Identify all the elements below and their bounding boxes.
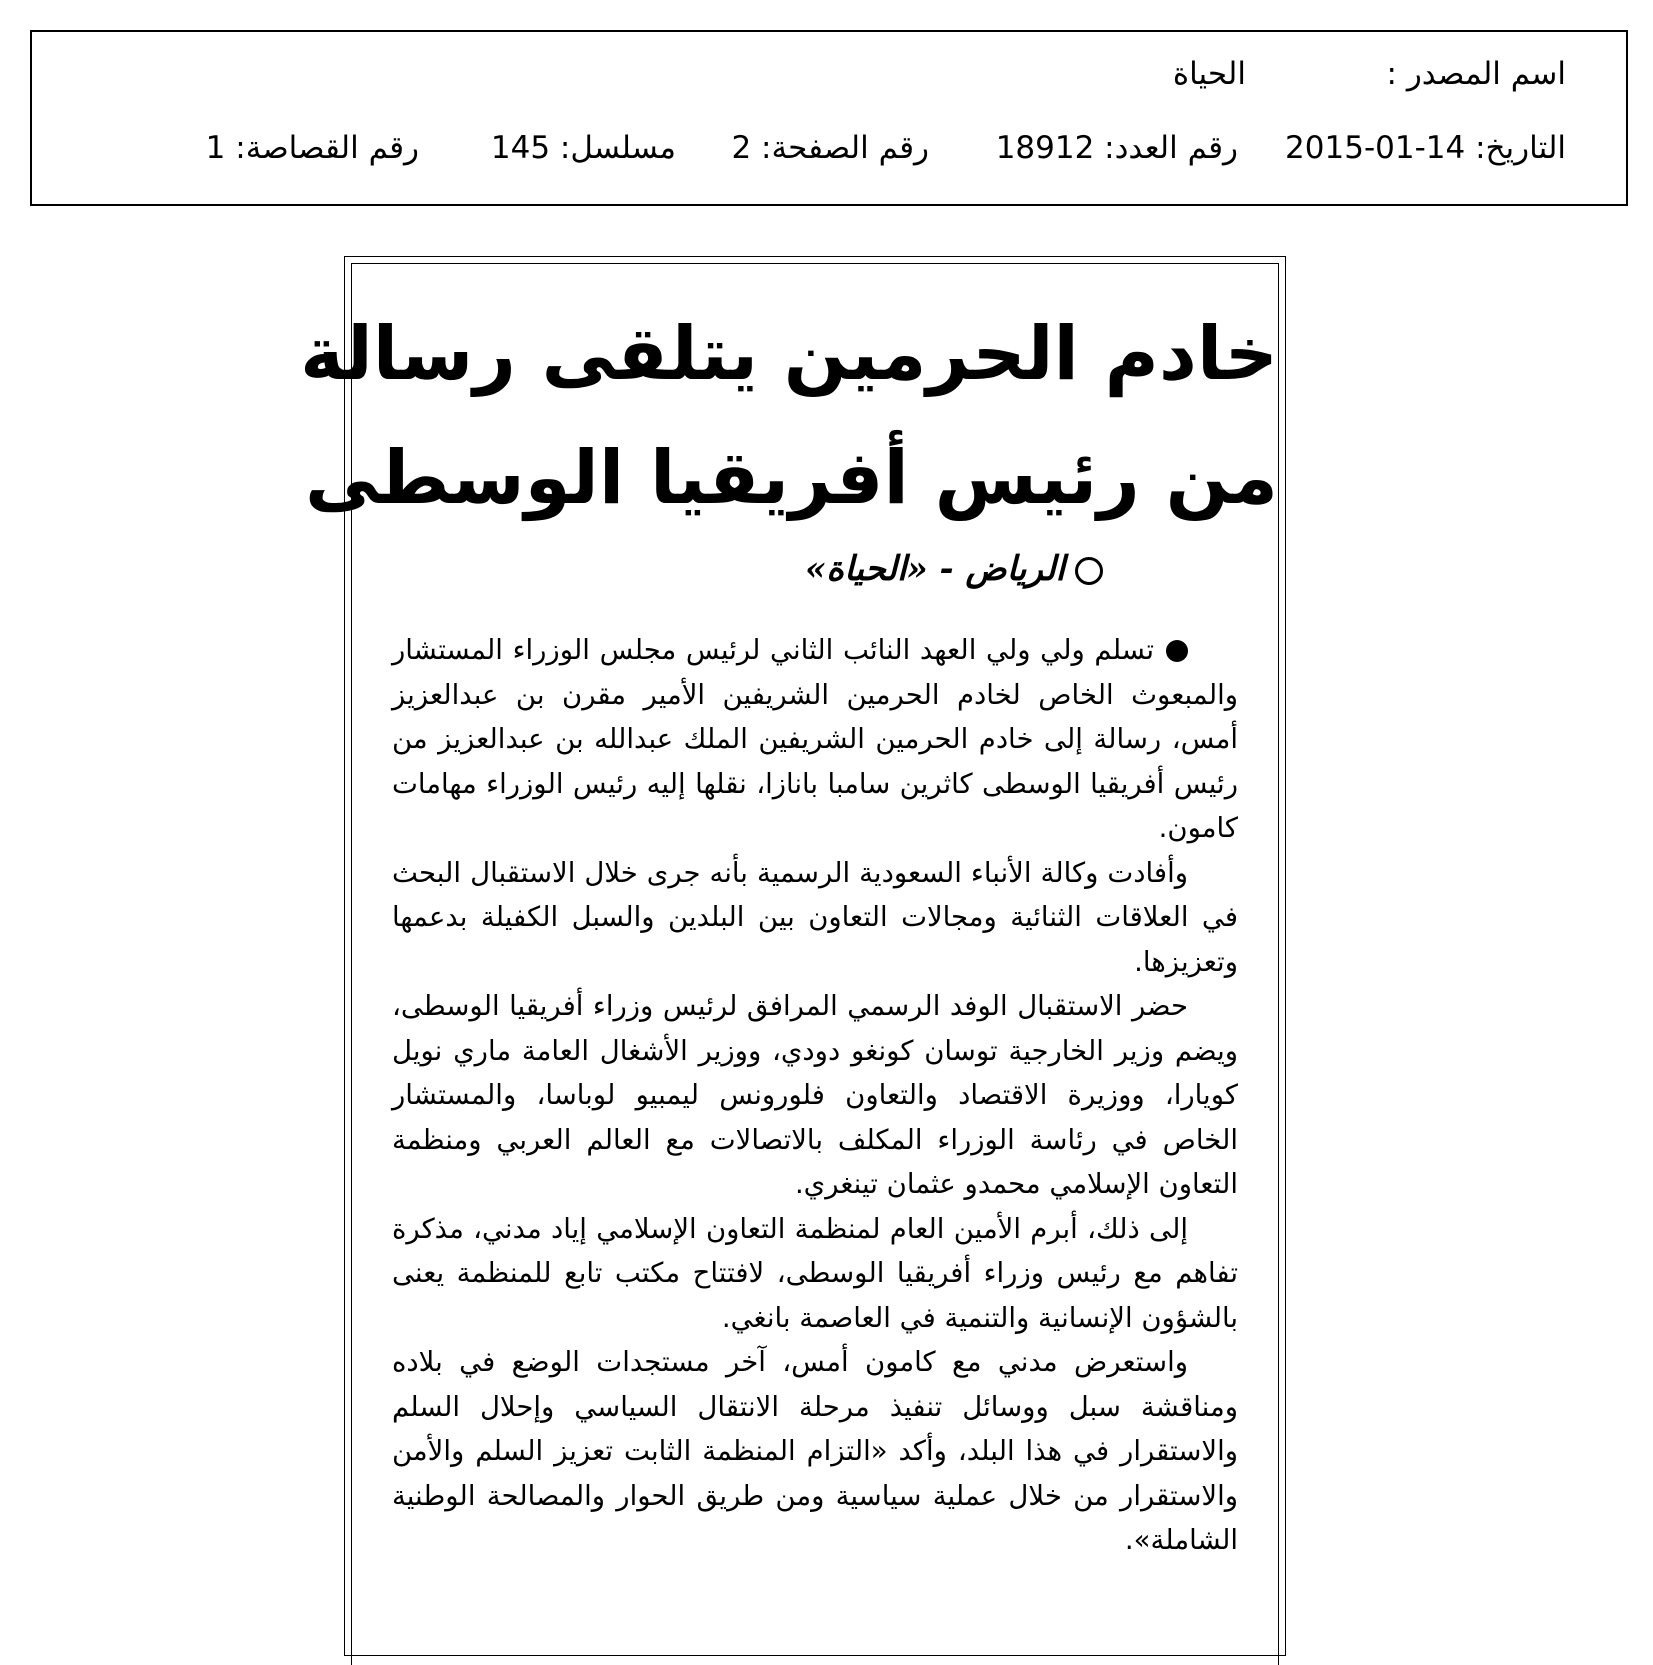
source-label: اسم المصدر : <box>1386 56 1566 92</box>
article-paragraph: إلى ذلك، أبرم الأمين العام لمنظمة التعاون الإسلامي إياد مدني، مذكرة تفاهم مع رئيس وزراء أفريقيا الوسطى، لافتتاح مكتب تابع للمنظمة يعنى بالشؤون الإنسانية والتنمية في العاصمة بانغي. <box>392 1212 1238 1334</box>
article-paragraph: حضر الاستقبال الوفد الرسمي المرافق لرئيس وزراء أفريقيا الوسطى، ويضم وزير الخارجية توسان كونغو دودي، ووزير الأشغال العامة ماري نويل كويارا، ووزيرة الاقتصاد والتعاون فلورونس ليمبيو لوباسا، والمستشار الخاص في رئاسة الوزراء المكلف بالاتصالات مع العالم العربي ومنظمة التعاون الإسلامي محمدو عثمان تينغري. <box>392 990 1238 1200</box>
article-paragraph: وأفادت وكالة الأنباء السعودية الرسمية بأنه جرى خلال الاستقبال البحث في العلاقات الثنائية ومجالات التعاون بين البلدين والسبل الكفيلة بدعمها وتعزيزها. <box>392 856 1238 978</box>
issue-number-field: رقم العدد: 18912 <box>995 130 1238 166</box>
headline-line-2: من رئيس أفريقيا الوسطى <box>304 435 1278 521</box>
newspaper-clipping <box>300 256 1286 1656</box>
page-number-field: رقم الصفحة: 2 <box>731 130 929 166</box>
serial-number-field: مسلسل: 145 <box>490 130 676 166</box>
black-dot-icon <box>1166 640 1188 662</box>
clip-number-field: رقم القصاصة: 1 <box>205 130 419 166</box>
byline <box>805 544 1103 594</box>
article-body <box>392 628 1238 1563</box>
article-paragraph: تسلم ولي ولي العهد النائب الثاني لرئيس مجلس الوزراء المستشار والمبعوث الخاص لخادم الحرمين الشريفين الأمير مقرن بن عبدالعزيز أمس، رسالة إلى خادم الحرمين الشريفين الملك عبدالله بن عبدالعزيز من رئيس أفريقيا الوسطى كاثرين سامبا بانازا، نقلها إليه رئيس الوزراء مهامات كامون. <box>392 634 1238 844</box>
clipping-metadata-box <box>30 30 1628 206</box>
article-paragraph: واستعرض مدني مع كامون أمس، آخر مستجدات الوضع في بلاده ومناقشة سبل ووسائل تنفيذ مرحلة الانتقال السياسي وإحلال السلم والاستقرار في هذا البلد، وأكد «التزام المنظمة الثابت تعزيز السلم والأمن والاستقرار من خلال عملية سياسية ومن طريق الحوار والمصالحة الوطنية الشاملة». <box>392 1346 1238 1556</box>
clipping-inner-frame <box>300 263 1279 1665</box>
headline-line-1: خادم الحرمين يتلقى رسالة <box>300 311 1278 397</box>
details-row <box>92 128 1566 168</box>
date-field: التاريخ: 14-01-2015 <box>1285 130 1566 166</box>
source-row <box>92 54 1566 94</box>
hollow-circle-icon <box>1075 557 1103 585</box>
source-value: الحياة <box>1172 56 1246 92</box>
byline-text: الرياض - «الحياة» <box>805 549 1065 589</box>
